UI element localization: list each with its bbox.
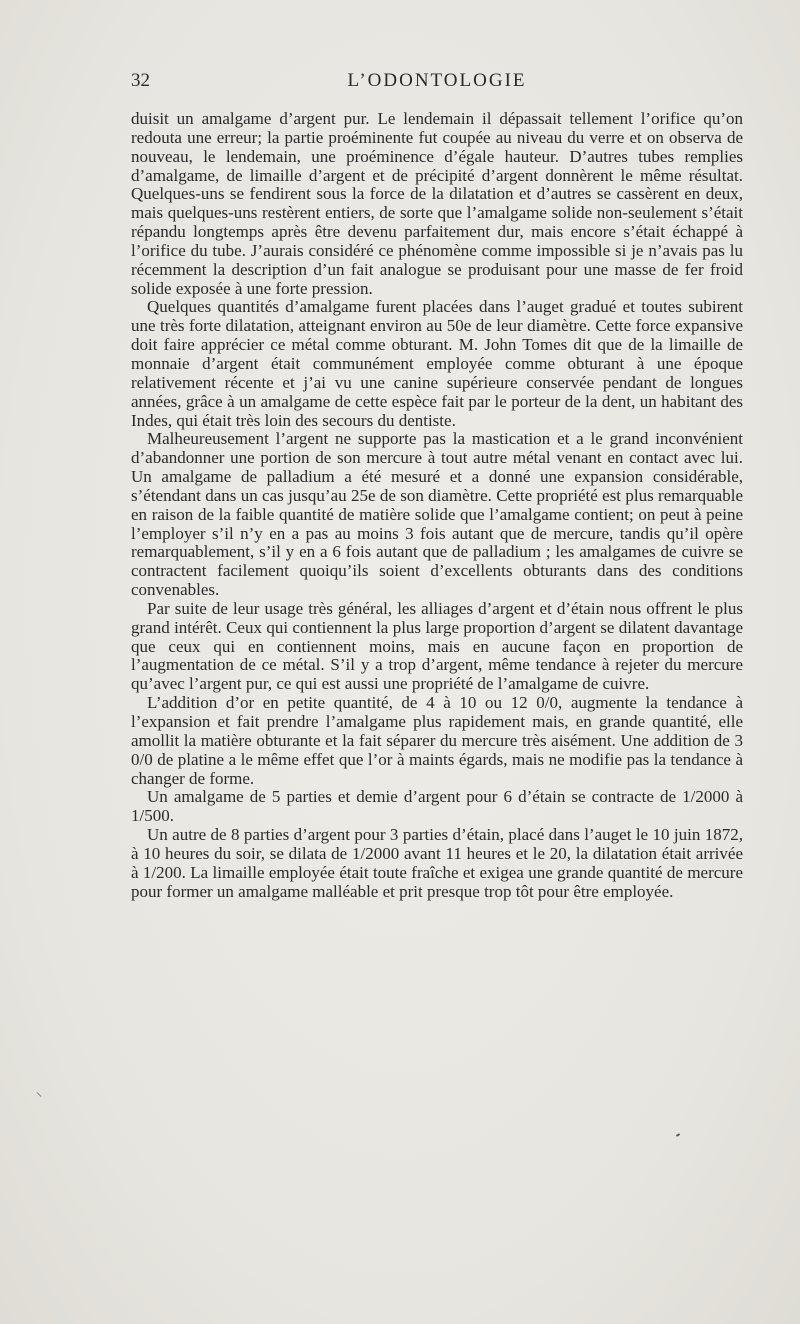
paragraph: Malheureusement l’argent ne supporte pas la mastication et a le grand inconvénient d’abandonner une portion de son mercure à tout autre métal venant en contact avec lui. Un amalgame de palladium a été mesuré et a donné une expansion considérable, s’étendant dans un cas jusqu’au 25e de son diamètre. Cette propriété est plus remarquable en raison de la faible quantité de matière solide que l’amalgame contient; on peut à peine l’employer s’il n’y en a pas au moins 3 fois autant que de mercure, tandis qu’il opère remarquablement, s’il y en a 6 fois autant que de palladium ; les amalgames de cuivre se contractent facilement quoiqu’ils soient d’excellents obturants dans des conditions convenables.	[131, 429, 743, 600]
paragraph: Un autre de 8 parties d’argent pour 3 parties d’étain, placé dans l’auget le 10 juin 1872, à 10 heures du soir, se dilata de 1/2000 avant 11 heures et le 20, la dilatation était arrivée à 1/200. La limaille employée était toute fraîche et exigea une grande quantité de mercure pour former un amalgame malléable et prit presque trop tôt pour être employée.	[131, 825, 743, 901]
paragraph: L’addition d’or en petite quantité, de 4 à 10 ou 12 0/0, augmente la tendance à l’expansion et fait prendre l’amalgame plus rapidement mais, en grande quantité, elle amollit la matière obturante et la fait séparer du mercure très aisément. Une addition de 3 0/0 de platine a le même effet que l’or à maints égards, mais ne modifie pas la tendance à changer de forme.	[131, 693, 743, 788]
page-number: 32	[131, 70, 150, 91]
paper-speck	[676, 1133, 680, 1137]
paragraph: Un amalgame de 5 parties et demie d’argent pour 6 d’étain se contracte de 1/2000 à 1/500.	[131, 787, 743, 826]
paper-speck	[37, 1092, 42, 1097]
page-header	[131, 70, 743, 96]
paragraph: Par suite de leur usage très général, les alliages d’argent et d’étain nous offrent le plus grand intérêt. Ceux qui contiennent la plus large proportion d’argent se dilatent davantage que ceux qui en contiennent moins, mais en aucune façon en proportion de l’augmentation de ce métal. S’il y a trop d’argent, même tendance à rejeter du mercure qu’avec l’argent pur, ce qui est aussi une propriété de l’amalgame de cuivre.	[131, 598, 743, 694]
paragraph: Quelques quantités d’amalgame furent placées dans l’auget gradué et toutes subirent une très forte dilatation, atteignant environ au 50e de leur diamètre. Cette force expansive doit faire apprécier ce métal comme obturant. M. John Tomes dit que de la limaille de monnaie d’argent était communément employée comme obturant à une époque relativement récente et j’ai vu une canine supérieure conservée pendant de longues années, grâce à un amalgame de cette espèce fait par le porteur de la dent, un habitant des Indes, qui était très loin des secours du dentiste.	[131, 297, 743, 430]
running-title: L’ODONTOLOGIE	[347, 70, 527, 91]
body-text	[131, 110, 743, 901]
paragraph: duisit un amalgame d’argent pur. Le lendemain il dépassait tellement l’orifice qu’on redouta une erreur; la partie proéminente fut coupée au niveau du verre et on observa de nouveau, le lendemain, une proéminence d’égale hauteur. D’autres tubes remplies d’amalgame, de limaille d’argent et de précipité d’argent donnèrent le même résultat. Quelques-uns se fendirent sous la force de la dilatation et d’autres se cassèrent en deux, mais quelques-uns restèrent entiers, de sorte que l’amalgame solide non-seulement s’était répandu longtemps après être devenu parfaitement dur, mais encore s’était échappé à l’orifice du tube. J’aurais considéré ce phénomène comme impossible si je n’avais pas lu récemment la description d’un fait analogue se produisant pour une masse de fer froid solide exposée à une forte pression.	[131, 109, 743, 298]
